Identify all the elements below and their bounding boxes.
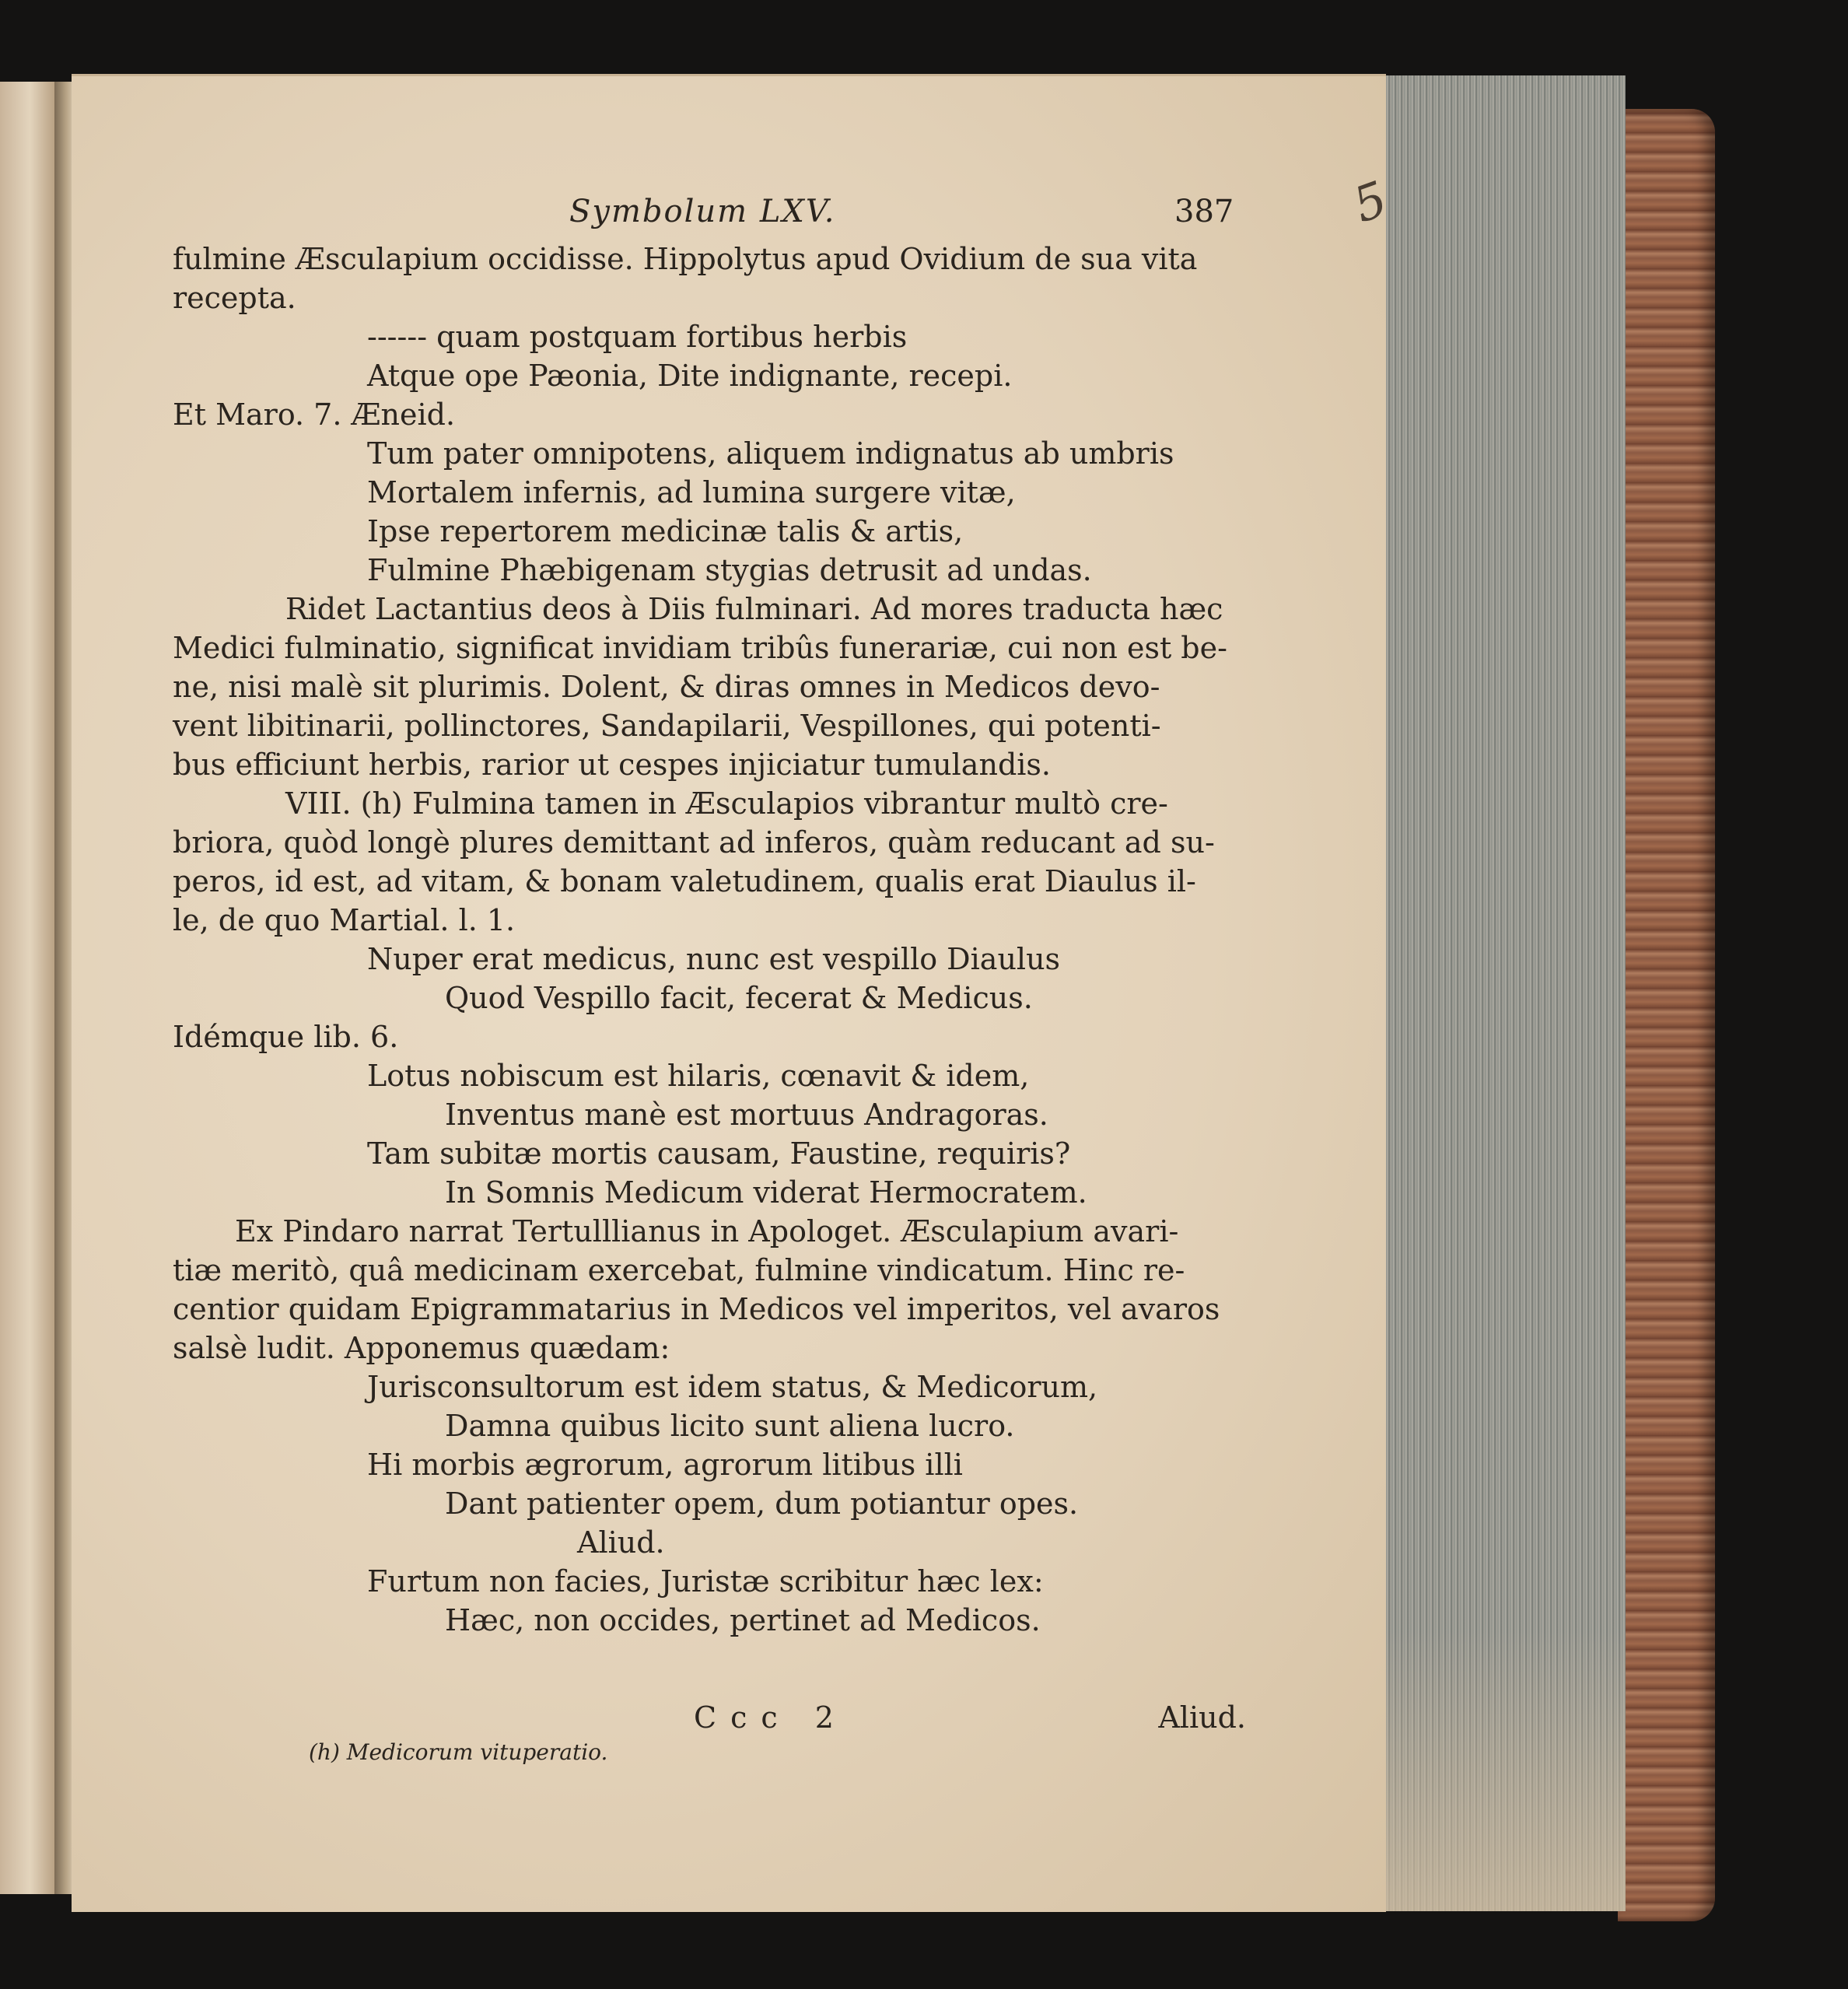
page-block-edge xyxy=(1360,75,1626,1911)
text-line: fulmine Æsculapium occidisse. Hippolytus apud Ovidium de sua vita xyxy=(173,242,1198,276)
body-text xyxy=(173,240,1246,1640)
text-line: centior quidam Epigrammatarius in Medicos vel imperitos, vel avaros xyxy=(173,1292,1220,1326)
verse-line: Quod Vespillo facit, fecerat & Medicus. xyxy=(445,981,1033,1015)
verse-line: Tum pater omnipotens, aliquem indignatus ab umbris xyxy=(367,436,1174,471)
text-line: briora, quòd longè plures demittant ad inferos, quàm reducant ad su- xyxy=(173,825,1215,860)
verse-line: Dant patienter opem, dum potiantur opes. xyxy=(445,1486,1079,1521)
text-line: Idémque lib. 6. xyxy=(173,1020,399,1054)
signature-mark: Ccc 2 xyxy=(694,1700,848,1735)
open-book xyxy=(0,74,1715,1933)
verse-line: Hi morbis ægrorum, agrorum litibus illi xyxy=(367,1448,963,1482)
text-line: recepta. xyxy=(173,281,296,315)
verse-line: Atque ope Pæonia, Dite indignante, recepi. xyxy=(367,359,1013,393)
verse-line: In Somnis Medicum viderat Hermocratem. xyxy=(445,1175,1087,1210)
verse-line: Damna quibus licito sunt aliena lucro. xyxy=(445,1409,1015,1443)
text-line: Ex Pindaro narrat Tertulllianus in Apologet. Æsculapium avari- xyxy=(235,1214,1179,1248)
right-page xyxy=(72,74,1395,1912)
text-line: tiæ meritò, quâ medicinam exercebat, fulmine vindicatum. Hinc re- xyxy=(173,1253,1185,1287)
text-line: Et Maro. 7. Æneid. xyxy=(173,397,456,432)
verse-line: Jurisconsultorum est idem status, & Medicorum, xyxy=(367,1370,1098,1404)
text-line: Medici fulminatio, significat invidiam tribûs funerariæ, cui non est be- xyxy=(173,631,1227,665)
text-line: VIII. (h) Fulmina tamen in Æsculapios vibrantur multò cre- xyxy=(285,786,1168,821)
text-line: vent libitinarii, pollinctores, Sandapilarii, Vespillones, qui potenti- xyxy=(173,709,1161,743)
verse-line: Fulmine Phæbigenam stygias detrusit ad undas. xyxy=(367,553,1092,587)
verse-line: Furtum non facies, Juristæ scribitur hæc lex: xyxy=(367,1564,1044,1599)
verse-line: Ipse repertorem medicinæ talis & artis, xyxy=(367,514,964,548)
text-line: ne, nisi malè sit plurimis. Dolent, & diras omnes in Medicos devo- xyxy=(173,670,1160,704)
book-cover-edge xyxy=(1618,109,1715,1921)
signature-row xyxy=(173,1700,1246,1739)
verse-line: Tam subitæ mortis causam, Faustine, requiris? xyxy=(367,1136,1071,1171)
page-number: 387 xyxy=(1174,194,1234,229)
verse-line: Lotus nobiscum est hilaris, cœnavit & idem, xyxy=(367,1059,1030,1093)
running-header: Symbolum LXV. xyxy=(569,194,836,229)
text-line: Ridet Lactantius deos à Diis fulminari. Ad mores traducta hæc xyxy=(285,592,1223,626)
handwritten-margin-mark: 5 xyxy=(1346,170,1395,234)
text-line: salsè ludit. Apponemus quædam: xyxy=(173,1331,670,1365)
verse-line: Mortalem infernis, ad lumina surgere vitæ, xyxy=(367,475,1016,510)
verse-line: Hæc, non occides, pertinet ad Medicos. xyxy=(445,1603,1041,1637)
text-line: le, de quo Martial. l. 1. xyxy=(173,903,516,937)
catchword: Aliud. xyxy=(1158,1700,1246,1735)
verse-line: Nuper erat medicus, nunc est vespillo Diaulus xyxy=(367,942,1061,976)
text-line: peros, id est, ad vitam, & bonam valetudinem, qualis erat Diaulus il- xyxy=(173,864,1196,898)
section-heading: Aliud. xyxy=(577,1525,665,1560)
text-line: bus efficiunt herbis, rarior ut cespes injiciatur tumulandis. xyxy=(173,748,1051,782)
left-page-edge xyxy=(0,82,56,1894)
verse-line: ------ quam postquam fortibus herbis xyxy=(367,320,908,354)
footnote: (h) Medicorum vituperatio. xyxy=(309,1739,608,1765)
verse-line: Inventus manè est mortuus Andragoras. xyxy=(445,1098,1048,1132)
